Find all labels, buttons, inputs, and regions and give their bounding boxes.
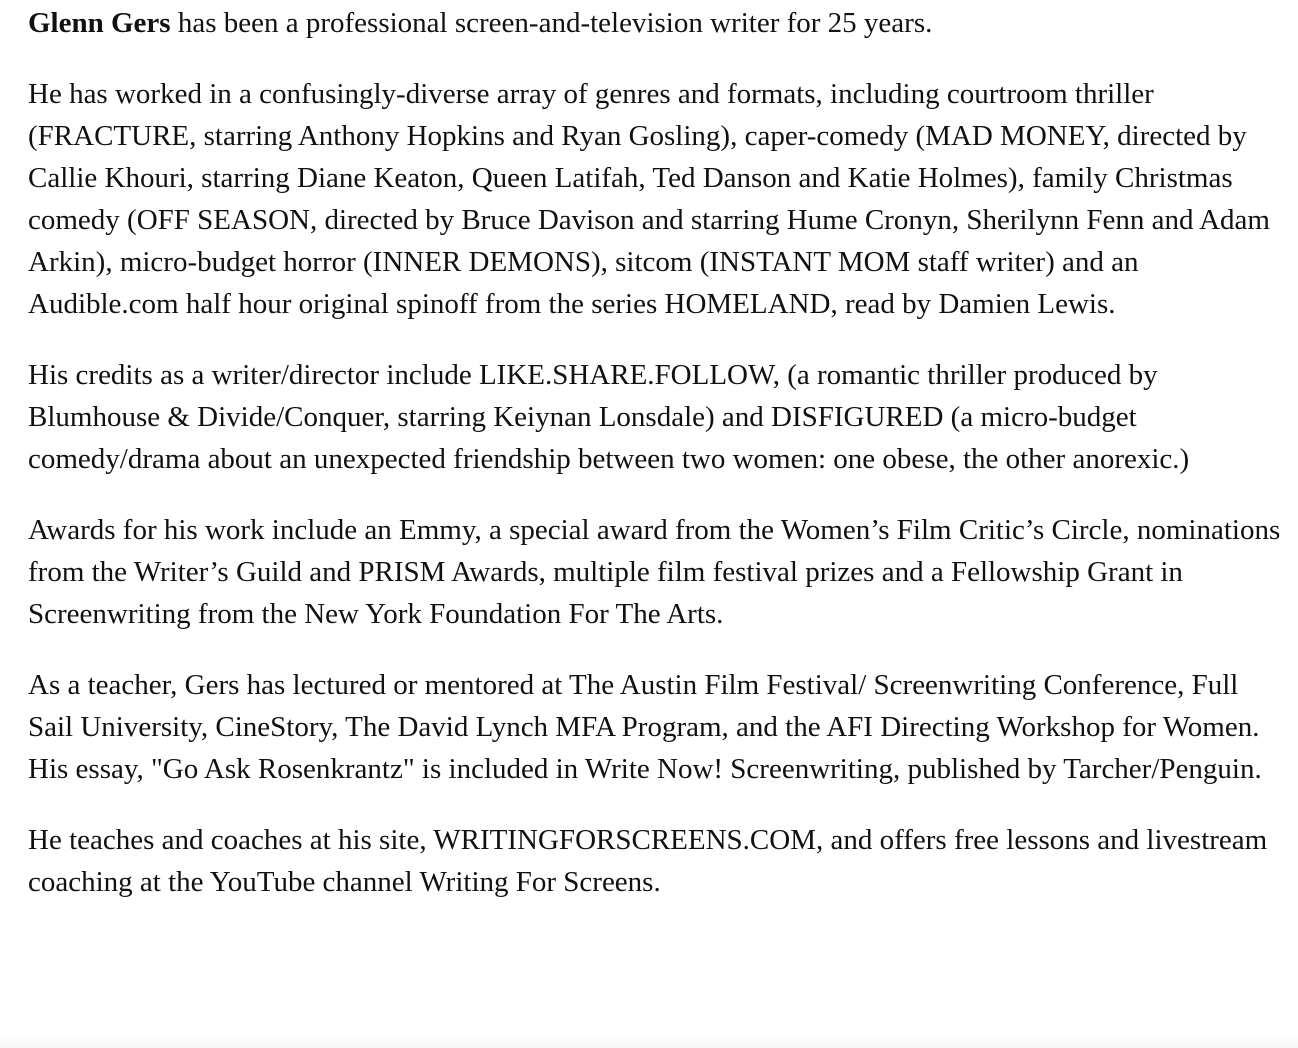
genres-paragraph: He has worked in a confusingly-diverse array of genres and formats, including courtroom thriller (FRACTURE, starring Anthony Hopkins and Ryan Gosling), caper-comedy (MAD MONEY, directed by Callie Khouri, starring Diane Keaton, Queen Latifah, Ted Danson and Katie Holmes), family Christmas comedy (OFF SEASON, directed by Bruce Davison and starring Hume Cronyn, Sherilynn Fenn and Adam Arkin), micro-budget horror (INNER DEMONS), sitcom (INSTANT MOM staff writer) and an Audible.com half hour original spinoff from the series HOMELAND, read by Damien Lewis.	[28, 78, 1270, 320]
bio-document	[28, 2, 1290, 903]
author-name: Glenn Gers	[28, 7, 171, 39]
bottom-shade	[0, 1034, 1298, 1048]
director-credits-paragraph: His credits as a writer/director include LIKE.SHARE.FOLLOW, (a romantic thriller produced by Blumhouse & Divide/Conquer, starring Keiynan Lonsdale) and DISFIGURED (a micro-budget comedy/drama about an unexpected friendship between two women: one obese, the other anorexic.)	[28, 359, 1190, 475]
intro-text: has been a professional screen-and-television writer for 25 years.	[170, 7, 933, 39]
teaching-paragraph: As a teacher, Gers has lectured or mentored at The Austin Film Festival/ Screenwriting Conference, Full Sail University, CineStory, The David Lynch MFA Program, and the AFI Directing Workshop for Women. His essay, "Go Ask Rosenkrantz" is included in Write Now! Screenwriting, published by Tarcher/Penguin.	[28, 669, 1262, 785]
awards-paragraph: Awards for his work include an Emmy, a special award from the Women’s Film Critic’s Circle, nominations from the Writer’s Guild and PRISM Awards, multiple film festival prizes and a Fellowship Grant in Screenwriting from the New York Foundation For The Arts.	[28, 514, 1281, 630]
intro-paragraph	[28, 2, 1290, 44]
coaching-paragraph: He teaches and coaches at his site, WRITINGFORSCREENS.COM, and offers free lessons and livestream coaching at the YouTube channel Writing For Screens.	[28, 824, 1268, 898]
